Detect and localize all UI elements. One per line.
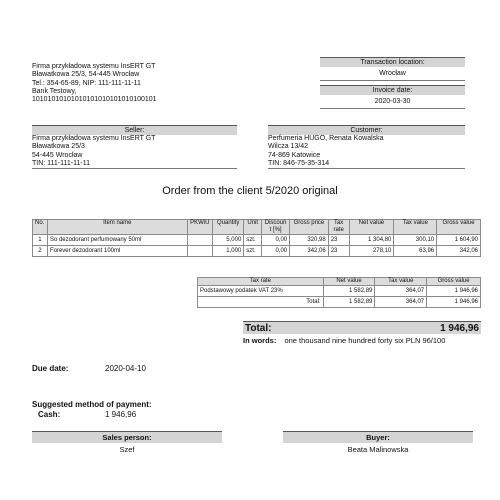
col-quantity: Quantity <box>213 220 244 235</box>
cell-tax-value: 63,96 <box>394 246 437 257</box>
cell-name: So dezodorant perfumowany 50ml <box>47 235 187 246</box>
col-pkwiu: PKWiU <box>187 220 212 235</box>
due-date-row <box>32 364 68 373</box>
issuer-line: Bławatkowa 25/3, 54-445 Wrocław <box>32 71 140 79</box>
buyer-block <box>283 431 473 454</box>
col-tax-rate <box>328 220 349 235</box>
sales-person-label: Sales person: <box>32 431 222 443</box>
cell-tax-rate: 23 <box>328 235 349 246</box>
cell-pkwiu <box>187 246 212 257</box>
customer-line: 74-869 Katowice <box>268 151 321 159</box>
seller-label: Seller: <box>32 125 237 135</box>
vat-total-net-value: 1 582,89 <box>323 297 375 308</box>
vat-col-tax-rate: Tax rate <box>198 278 324 286</box>
seller-line: TIN: 111-111-11-11 <box>32 160 237 169</box>
cell-net-value: 1 304,80 <box>349 235 394 246</box>
cell-no: 2 <box>33 246 48 257</box>
vat-table <box>197 277 481 308</box>
order-title: Order from the client 5/2020 original <box>162 185 338 197</box>
issuer-line: Bank Testowy, <box>32 87 77 95</box>
col-tax-rate-line: rate <box>333 227 344 233</box>
grand-total-bar <box>243 321 481 334</box>
in-words-value: one thousand nine hundred forty six PLN 96/100 <box>284 336 446 345</box>
invoice-date: 2020-03-30 <box>320 95 465 109</box>
issuer-line: 10101010101010101010101010100101 <box>32 96 157 104</box>
seller-line: Firma przykładowa systemu InsERT GT <box>32 135 156 142</box>
vat-col-gross-value: Gross value <box>427 278 481 286</box>
due-date-label: Due date: <box>32 364 69 373</box>
vat-cell-gross-value: 1 946,96 <box>427 286 481 297</box>
customer-line: Perfumeria HUGO, Renata Kowalska <box>268 135 384 142</box>
cell-no: 1 <box>33 235 48 246</box>
col-gross-price: Gross price <box>290 220 329 235</box>
issuer-line: Firma przykładowa systemu InsERT GT <box>32 63 156 70</box>
cell-discount: 0,00 <box>262 235 290 246</box>
cell-discount: 0,00 <box>262 246 290 257</box>
transaction-location-label: Transaction location: <box>320 57 465 67</box>
sales-person-name: Szef <box>119 445 135 454</box>
issuer-line: Tel.: 354-65-89, NIP: 111-111-11-11 <box>32 79 141 87</box>
vat-cell-net-value: 1 582,89 <box>323 286 375 297</box>
col-discount <box>262 220 290 235</box>
transaction-block <box>320 57 465 109</box>
cell-gross-value: 342,06 <box>437 246 481 257</box>
cell-pkwiu <box>187 235 212 246</box>
col-tax-value: Tax value <box>394 220 437 235</box>
cell-gross-price: 342,06 <box>290 246 329 257</box>
payment-cash-amount: 1 946,96 <box>105 410 137 419</box>
grand-total-label: Total: <box>245 323 272 334</box>
col-gross-value: Gross value <box>437 220 481 235</box>
grand-total-block <box>243 321 481 345</box>
in-words-label: In words: <box>243 336 277 345</box>
cell-tax-rate: 23 <box>328 246 349 257</box>
due-date-value: 2020-04-10 <box>105 364 146 373</box>
vat-total-row <box>198 297 481 308</box>
cell-gross-price: 320,98 <box>290 235 329 246</box>
customer-line: Wilcza 13/42 <box>268 143 309 151</box>
sales-person-block <box>32 431 222 454</box>
cell-name: Forever dezodorant 100ml <box>47 246 187 257</box>
customer-label: Customer: <box>268 125 465 135</box>
payment-cash-label: Cash: <box>38 410 61 419</box>
vat-cell-tax-value: 364,07 <box>375 286 427 297</box>
payment-method-label: Suggested method of payment: <box>32 400 152 409</box>
buyer-name: Beata Malinowska <box>347 445 409 454</box>
buyer-label: Buyer: <box>283 431 473 443</box>
cell-net-value: 278,10 <box>349 246 394 257</box>
customer-block <box>268 125 465 169</box>
seller-block <box>32 125 237 169</box>
vat-cell-tax-rate: Podstawowy podatek VAT 23% <box>198 286 324 297</box>
col-discount-line: t [%] <box>269 227 282 233</box>
table-row <box>198 286 481 297</box>
issuer-block <box>32 63 252 104</box>
col-tax-rate-line: Tax <box>333 220 344 226</box>
items-table <box>32 219 481 257</box>
invoice-date-label: Invoice date: <box>320 85 465 95</box>
cell-quantity: 1,000 <box>213 246 244 257</box>
vat-header-row <box>198 278 481 286</box>
col-name: Item name <box>47 220 187 235</box>
col-net-value: Net value <box>349 220 394 235</box>
items-header-row <box>33 220 481 235</box>
vat-total-gross-value: 1 946,96 <box>427 297 481 308</box>
customer-line: TIN: 846-75-35-314 <box>268 160 465 169</box>
seller-line: 54-445 Wrocław <box>32 151 83 159</box>
cell-tax-value: 300,10 <box>394 235 437 246</box>
col-discount-line: Discoun <box>264 220 287 226</box>
cell-unit: szt. <box>244 235 262 246</box>
cell-unit: szt. <box>244 246 262 257</box>
grand-total-value: 1 946,96 <box>440 323 479 334</box>
table-row <box>33 246 481 257</box>
vat-col-tax-value: Tax value <box>375 278 427 286</box>
transaction-location: Wrocław <box>320 67 465 81</box>
col-no: No. <box>33 220 48 235</box>
vat-col-net-value: Net value <box>323 278 375 286</box>
cell-gross-value: 1 604,90 <box>437 235 481 246</box>
col-unit: Unit <box>244 220 262 235</box>
table-row <box>33 235 481 246</box>
in-words-row <box>243 336 481 345</box>
vat-total-tax-value: 364,07 <box>375 297 427 308</box>
seller-line: Bławatkowa 25/3 <box>32 143 85 151</box>
cell-quantity: 5,000 <box>213 235 244 246</box>
vat-total-label: Total: <box>198 297 324 308</box>
